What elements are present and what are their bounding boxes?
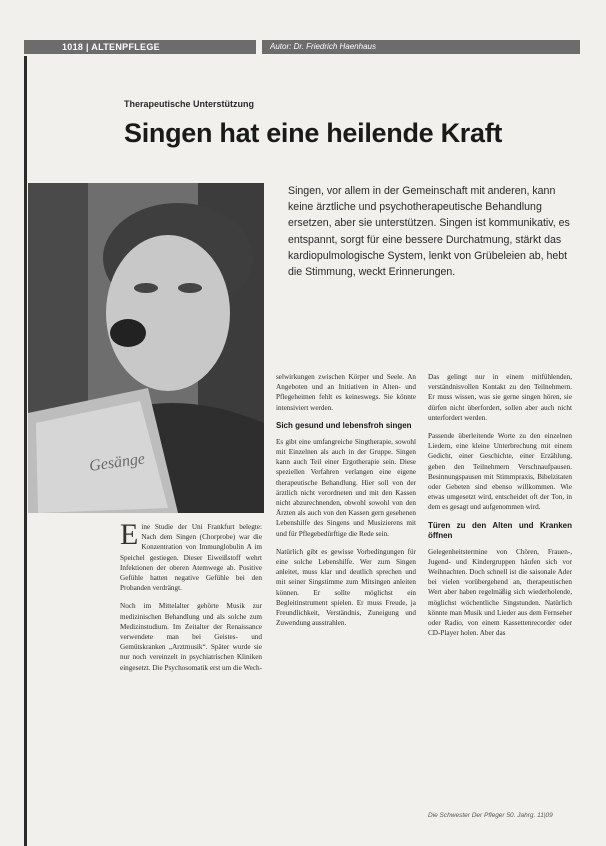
- singing-woman-illustration: [28, 183, 264, 513]
- author-header: Autor: Dr. Friedrich Haenhaus: [262, 40, 580, 54]
- paragraph: selwirkungen zwischen Körper und Seele. An Angeboten und an Initiativen in Alten- und Pflegeheimen fehlt es keineswegs. Sie könnte intensiviert werden.: [276, 373, 416, 412]
- article-kicker: Therapeutische Unterstützung: [124, 99, 255, 109]
- subheading: Türen zu den Alten und Kranken öffnen: [428, 520, 572, 540]
- article-headline: Singen hat eine heilende Kraft: [124, 118, 503, 148]
- paragraph: Natürlich gibt es gewisse Vorbedingungen für eine solche Lebenshilfe. Wer zum Singen anleitet, muss klar und deutlich sprechen und mit seiner Singstimme zum Mitsingen anleiten können. Er sollte möglichst ein Begleitinstrument spielen. Er muss Freude, ja Freundlichkeit, Verständnis, Zuneigung und Zuwendung ausstrahlen.: [276, 547, 416, 628]
- text-column-2: [276, 372, 416, 636]
- paragraph: Es gibt eine umfangreiche Singtherapie, sowohl mit Einzelnen als auch in der Gruppe. Singen kann auch Teil einer Ergotherapie sein. Diese speziellen Verfahren verlangen eine eigene therapeutische Behandlung. Hier soll von der ärztlich nicht verordneten und mit den Kassen nicht abzurechnenden, obwohl sowohl von den Ärzten als auch von den Kassen gern gesehenen Lebenshilfe des Singens und Musizierens mit und für Pflegebedürftige die Rede sein.: [276, 437, 416, 538]
- paragraph: Noch im Mittelalter gehörte Musik zur medizinischen Behandlung und als solche zum Medizinstudium. Im Zeitalter der Renaissance verwendete man bei Geistes- und Gemütskranken „Arztmusik“. Später wurde sie nur noch vereinzelt in psychiatrischen Kliniken eingesetzt. Die Psychosomatik erst um die Wech-: [120, 602, 263, 672]
- drop-cap: E: [120, 518, 139, 551]
- left-margin-rule: [24, 56, 27, 846]
- intro-text: Singen, vor allem in der Gemeinschaft mit anderen, kann keine ärztliche und psychotherapeutische Behandlung ersetzen, aber sie unterstützen. Singen ist kommunikativ, es entspannt, sorgt für eine bessere Durchatmung, stärkt das kardiopulmologische System, lenkt von Grübeleien ab, hebt die Stimmung, weckt Erinnerungen.: [288, 185, 570, 279]
- text-column-1: [120, 518, 263, 681]
- section-header: 1018 | ALTENPFLEGE: [24, 40, 256, 54]
- paragraph: Das gelingt nur in einem mitfühlenden, verständnisvollen Kontakt zu den Teilnehmern. Er muss wissen, was sie gerne singen hören, sie dürfen nicht überfordert, sollen aber auch nicht unterfordert werden.: [428, 373, 572, 422]
- subheading: Sich gesund und lebensfroh singen: [276, 420, 412, 430]
- paragraph-text: ine Studie der Uni Frankfurt belegte: Nach dem Singen (Chorprobe) war die Konzentration von Immunglobulin A im Speichel gestiegen. Dieser Eiweißstoff wehrt Infektionen der oberen Atemwege ab. Positive Gefühle hatten negative Gefühle bei den Probanden verdrängt.: [120, 523, 262, 593]
- paragraph: [120, 518, 262, 593]
- paragraph: Passende überleitende Worte zu den einzelnen Liedern, eine kleine Unterbrechung mit einem Gedicht, einer Geschichte, einer Erzählung, geben den Teilnehmern Verschnaufpausen. Besinnungspausen mit Stimmpraxis, Bibelzitaten oder Gebeten sind ebenso willkommen. Wie etwas umgesetzt wird, entscheidet oft der Ton, in dem es gesagt und aufgenommen wird.: [428, 432, 572, 512]
- page-footer: Die Schwester Der Pfleger 50. Jahrg. 11|09: [428, 812, 553, 819]
- book-label: Gesänge: [88, 450, 146, 475]
- text-column-3: [428, 372, 572, 646]
- paragraph: Gelegenheitstermine von Chören, Frauen-, Jugend- und Kindergruppen häufen sich vor Weihnachten. Doch schnell ist die saisonale Ader bei vielen vorübergehend an, therapeutischen Wert aber haben regelmäßig sich wiederholende, möglichst wöchentliche Singstunden. Natürlich könnte man Musik und Lieder aus dem Fernseher oder Radio, von einem Kassettenrecorder oder CD-Player holen. Aber das: [428, 547, 572, 638]
- article-photo: [28, 183, 264, 513]
